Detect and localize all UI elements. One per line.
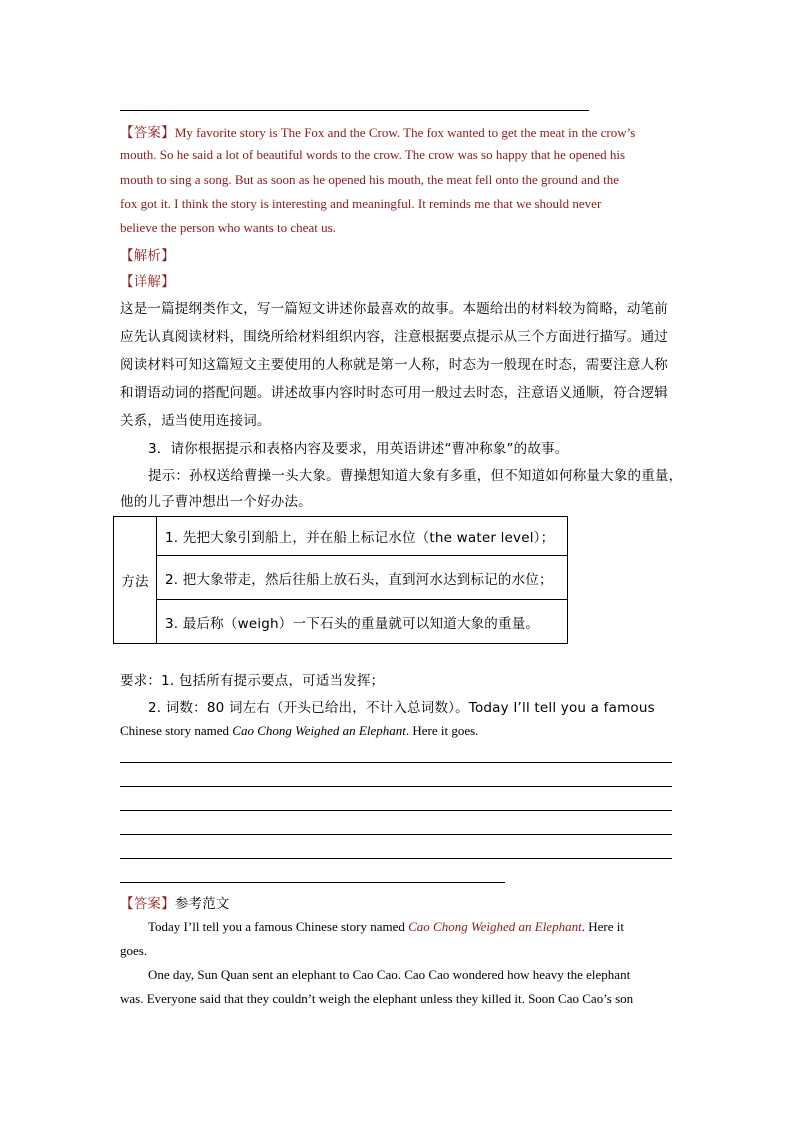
detail-line-3: 阅读材料可知这篇短文主要使用的人称就是第一人称，时态为一般现在时态，需要注意人称 — [120, 357, 668, 373]
detail-line-5: 关系，适当使用连接词。 — [120, 413, 271, 429]
requirement-line-1: 要求：1. 包括所有提示要点，可适当发挥； — [120, 673, 385, 689]
writing-line-2 — [120, 786, 672, 787]
hint-line-1: 提示：孙权送给曹操一头大象。曹操想知道大象有多重，但不知道如何称量大象的重量， — [148, 468, 683, 484]
detail-line-4: 和谓语动词的搭配问题。讲述故事内容时时态可用一般过去时态，注意语义通顺，符合逻辑 — [120, 385, 668, 401]
requirement-line-3-suffix: . Here it goes. — [405, 723, 479, 738]
hint-line-2: 他的儿子曹冲想出一个好办法。 — [120, 494, 312, 510]
answer-2-label: 【答案】 — [120, 896, 175, 912]
detail-line-1: 这是一篇提纲类作文，写一篇短文讲述你最喜欢的故事。本题给出的材料较为简略，动笔前 — [120, 301, 668, 317]
separator-rule — [120, 110, 589, 111]
answer-text: My favorite story is The Fox and the Crow. The fox wanted to get the meat in the crow’s — [174, 125, 636, 140]
requirement-line-3 — [120, 723, 676, 739]
model-essay-suffix: . Here it — [581, 919, 624, 934]
detail-label: 【详解】 — [120, 274, 175, 290]
story-title: Cao Chong Weighed an Elephant — [232, 723, 406, 738]
model-essay-line-2: goes. — [120, 943, 148, 958]
answer-1-line-1 — [120, 121, 676, 141]
answer-2-heading — [120, 892, 676, 912]
model-essay-line-3: One day, Sun Quan sent an elephant to Cao Cao. Cao Cao wondered how heavy the elephant — [148, 967, 631, 982]
answer-1-line-5: believe the person who wants to cheat us. — [120, 220, 336, 235]
model-essay-title: Cao Chong Weighed an Elephant — [408, 919, 582, 934]
table-row-1: 1. 先把大象引到船上，并在船上标记水位（the water level）； — [157, 517, 567, 556]
model-essay-prefix: Today I’ll tell you a famous Chinese story named — [148, 919, 409, 934]
detail-line-2: 应先认真阅读材料，围绕所给材料组织内容，注意根据要点提示从三个方面进行描写。通过 — [120, 329, 668, 345]
writing-line-1 — [120, 762, 672, 763]
writing-line-4 — [120, 834, 672, 835]
writing-line-3 — [120, 810, 672, 811]
requirement-line-2: 2. 词数：80 词左右（开头已给出，不计入总词数）。Today I’ll tell you a famous — [148, 700, 655, 716]
analysis-label: 【解析】 — [120, 248, 175, 264]
question-3-title: 3．请你根据提示和表格内容及要求，用英语讲述“曹冲称象”的故事。 — [148, 441, 569, 457]
answer-1-line-4: fox got it. I think the story is interesting and meaningful. It reminds me that we should never — [120, 196, 602, 211]
writing-line-5 — [120, 858, 672, 859]
answer-2-sub: 参考范文 — [174, 896, 230, 912]
table-header-cell: 方法 — [114, 517, 157, 643]
answer-1-line-3: mouth to sing a song. But as soon as he opened his mouth, the meat fell onto the ground and the — [120, 172, 619, 187]
model-essay-line-4: was. Everyone said that they couldn’t weigh the elephant unless they killed it. Soon Cao Cao’s son — [120, 991, 634, 1006]
table-row-2: 2. 把大象带走，然后往船上放石头，直到河水达到标记的水位； — [157, 557, 567, 600]
table-row-3: 3. 最后称（weigh）一下石头的重量就可以知道大象的重量。 — [165, 616, 540, 632]
answer-label: 【答案】 — [120, 125, 175, 141]
model-essay-line-1 — [148, 919, 676, 935]
separator-rule-2 — [120, 882, 505, 883]
requirement-line-3-prefix: Chinese story named — [120, 723, 233, 738]
method-table — [113, 516, 568, 644]
answer-1-line-2: mouth. So he said a lot of beautiful words to the crow. The crow was so happy that he opened his — [120, 147, 626, 162]
